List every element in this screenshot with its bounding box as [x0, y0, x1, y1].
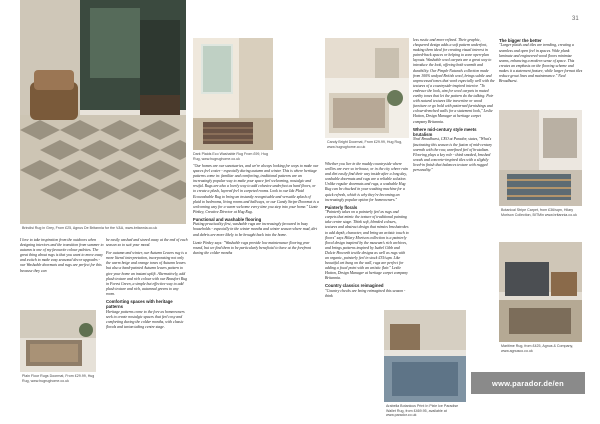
bright-rug-caption: Botanical Stripe Carpet, from £36/sqm, Hilary Morison Collection, BITMin www.britannia.co.uk	[501, 208, 577, 217]
floor-rug-illustration	[20, 310, 96, 372]
col1-p2: For autumn and winter, our Autumn Leaves rug is a more literal interpretation, incorporating not only the warm beige and orange tones of Autumn leaves but also a hand-painted Autumn leaves pattern to give your home an instant uplift. Alternatively, add plush texture and rich colour with our Beaufort Rug in Forest Green, a simple but effective way to add plush texture and rich, autumnal greens to any room.	[106, 251, 188, 296]
stair-rug-photo	[193, 38, 273, 150]
floor-rug-photo	[20, 310, 96, 372]
col3-heading-2: Country classics reimagined	[325, 283, 384, 289]
parador-ad-banner[interactable]: www.parador.de/en	[471, 372, 585, 394]
living-rug-illustration	[499, 242, 582, 342]
column-1a	[20, 238, 104, 274]
col3-p3: "Country checks are being reimagined this season - think	[325, 288, 406, 298]
cream-rug-illustration	[325, 38, 409, 138]
col1-p3: Heritage patterns come to the fore as homeowners seek to create nostalgic spaces that feel cosy and comforting during the colder months, with classic florals and tartan taking centre stage.	[106, 309, 185, 330]
column-3	[325, 162, 409, 299]
col3-heading-1: Painterly florals	[325, 204, 358, 210]
col5-heading: The bigger the better	[499, 38, 542, 43]
stair-rug-caption: Dark Plaids Eco Washable Rug From £99, Hug Rug, www.hugrughome.co.uk	[193, 152, 268, 161]
column-1b	[106, 238, 188, 330]
col4-heading: Where mid-century style meets brutalism	[413, 126, 477, 137]
col2-p2: Putting practicality first, washable rugs are increasingly favoured in busy households - especially in the winter months and winter season where mud, dirt and debris are more likely to be brought back into the home.	[193, 222, 318, 237]
column-5	[499, 38, 583, 84]
col3-p1: Whether you live in the muddy countryside where wellies are ever so in-house, or in the city where rain and dirt easily find their way inside after a long day, washable doormats and rugs are a reliable solution. Unlike regular doormats and rugs, a washable Hug Rug can be chucked in your washing machine for a quick refresh, which is why they're becoming an increasingly popular option for homeowners."	[325, 162, 408, 202]
col5-p1: "Larger plaids and tiles are trending, creating a seamless and open feel in spaces. Wide plank laminate and engineered wood floors minimise seams, enhancing a modern sense of space. This creates an emphasis on the flooring scheme and makes it a statement feature, while larger format tiles reduce grout lines and maintenance." Neal Broadhurst.	[499, 43, 583, 84]
bright-rug-illustration	[499, 110, 582, 206]
tile-floor-photo	[20, 0, 186, 224]
col3-p2: "Painterly takes on a painterly feel as rugs and carpets that mimic the texture of traditional painting take centre stage. Think soft, blended colours, textures and abstract design that mimics brushstrokes to add depth, character, and bring an artistic touch to floors" says Hilary Morison collection is a painterly floral design inspired by the museum's rich archives, and brings patterns inspired by Isabel Gibb and Dulcie Howorth textile designs as well as rugs with an organic, painterly feel in stock £35/sqm. Like beautiful art hung on the wall, rugs are perfect for adding a focal point with an artistic flair." Leslie Hatton, Design Manager at heritage carpet company Britannia.	[325, 210, 409, 281]
col2-p3: Lizzie Pinkey says: "Washable rugs provide low maintenance flooring year round, but we find them to be particularly beneficial to have at the forefront during the colder months	[193, 240, 311, 255]
col4-p1: less rustic and more refined. Their graphic, chequered design adds a soft pattern underfoot, making them ideal for creating visual interest in paired-back spaces or helping to zone open-plan layouts. Washable wool carpets are a great way to introduce the look, offering both warmth and durability. Our Pimple Naturals collection made from 100% undyed British wool, brings subtle and unprocessed tones that work especially well with the textures of a countryside-inspired interior. "To embrace the look, aim for wool carpets in muted earthy tones that let the pattern do the talking. Pair with natural textures like travertine or wood furniture or go bold with patterned furnishings and colour-drenched walls for a statement look," Leslie Hatton, Design Manager at heritage carpet company Britannia.	[413, 38, 495, 124]
tile-floor-illustration	[20, 0, 186, 224]
cream-rug-caption: Candy Bright Doormat, From £29.99, Hug Rug, www.hugrughome.co.uk	[327, 140, 403, 149]
page-number: 31	[572, 16, 579, 22]
living-rug-caption: Maritime Rug, from £425, Agnus & Company, www.agnusco.co.uk	[501, 344, 574, 353]
col2-p1: "Our homes are our sanctuaries, and we're always looking for ways to make our spaces feel cosier - especially during autumn and winter. This is where heritage patterns come in: familiar and comforting, traditional patterns are an increasingly popular way to make your space feel welcoming, nostalgic and restful. Rugs are also a lovely way to add cohesive underfoot as hard floors, or to create a plush, layered feel in carpeted rooms. Look to our Ida Plaid Ecowashable Rug to bring an instantly recognisable and versatile splash of plaid to bedrooms, living rooms and hallways, or our Candy Stripe Doormat is a welcoming way for a warm welcome every time you step into your home." Lizzie Pinkey, Creative Director at Hug Rug.	[193, 164, 319, 214]
blue-rug-illustration	[384, 310, 466, 402]
bright-rug-photo	[499, 110, 582, 206]
col1-intro: I love to take inspiration from the outdoors when designing interiors and the transition from summer to autumn is one of my favourite colour palettes. The great thing about rugs is that you want to move away and switch to make easy seasonal decor upgrades - our Washable doormats and rugs are perfect for this because they can	[20, 238, 104, 273]
stair-rug-illustration	[193, 38, 273, 150]
blue-rug-caption: Arabella Botanicus Print In Pixie Ice Paradise Wallet Rug, from £469.95, available at www.parador.co.uk	[386, 404, 459, 418]
blue-rug-photo	[384, 310, 466, 402]
floor-rug-caption: Plain Floor Rugs Doormat, From £29.99, Hug Rug, www.hugrughome.co.uk	[22, 374, 95, 383]
cream-rug-photo	[325, 38, 409, 138]
tile-rug-caption: Brindisi Rug in Grey, From £25, Agnus De Britannia for the V&A, www.britannia.co.uk	[22, 226, 158, 230]
col2-heading: Functional and washable flooring	[193, 216, 262, 222]
column-2	[193, 164, 319, 256]
col1-heading: Comforting spaces with heritage patterns	[106, 299, 173, 310]
living-rug-photo	[499, 242, 582, 342]
col1-cont: be easily washed and stored away at the end of each season so to suit your mood.	[106, 238, 188, 248]
col4-p2: Neal Broadhurst, CEO at Parador, states, "What's fascinating this season is the fusion of mid-century warmth with the raw, unrefined feel of brutalism. Flooring plays a key role - think smoked, brushed woods and concrete-inspired tiles with a slightly lived-in finish that balances texture with rugged personality."	[413, 137, 492, 172]
column-4	[413, 38, 495, 173]
